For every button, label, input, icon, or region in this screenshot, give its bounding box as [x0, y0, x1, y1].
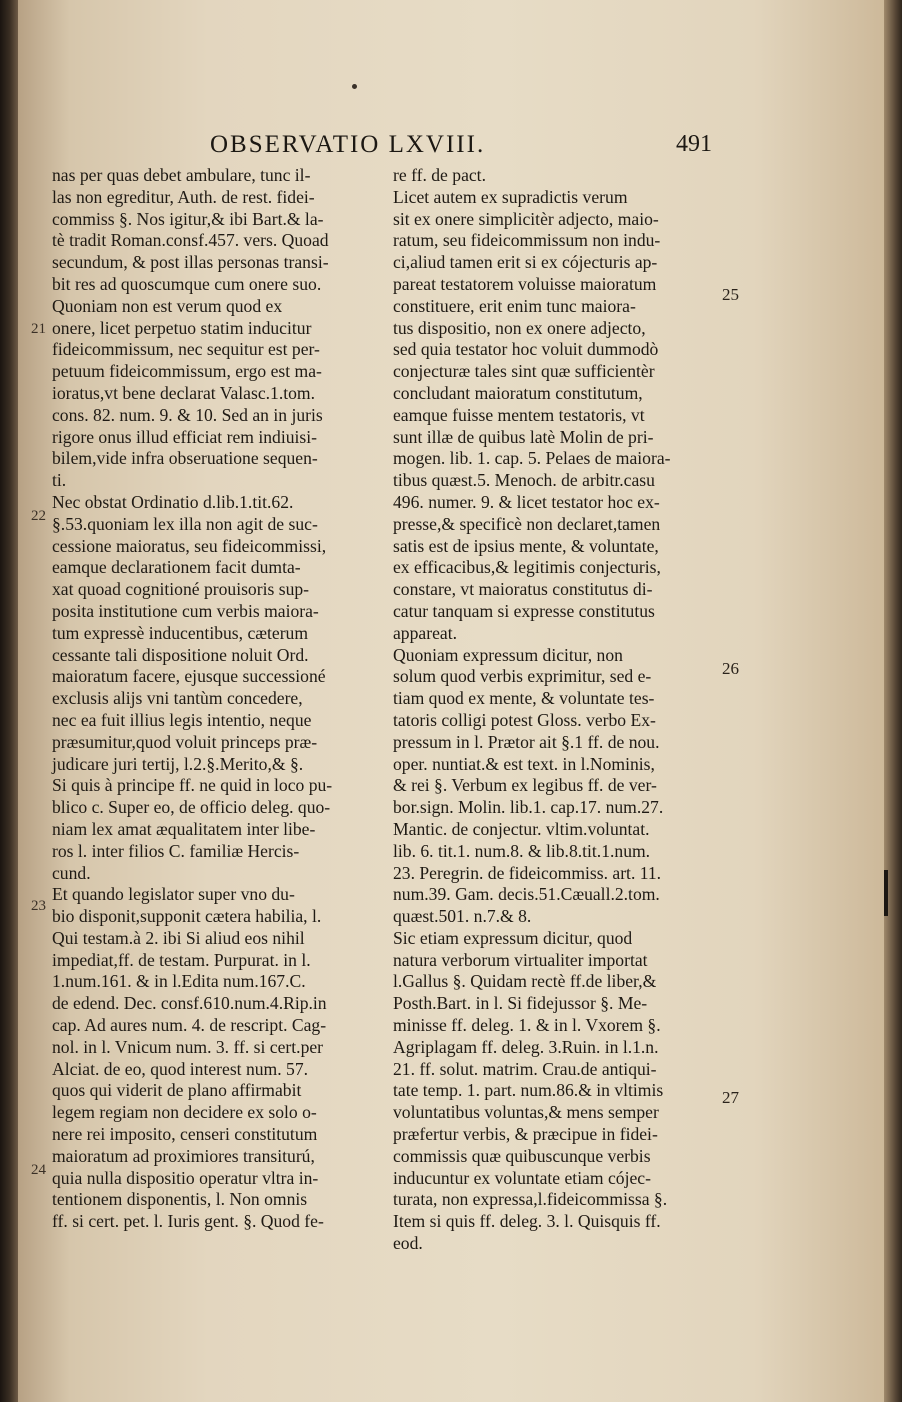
- text-line: Qui testam.à 2. ibi Si aliud eos nihil: [52, 927, 305, 948]
- text-line: commiss §. Nos igitur,& ibi Bart.& la-: [52, 208, 324, 229]
- text-line: ti.: [52, 470, 67, 491]
- text-line: Quoniam non est verum quod ex: [52, 295, 283, 316]
- text-line: Alciat. de eo, quod interest num. 57.: [52, 1058, 309, 1079]
- text-line: bio disponit,supponit cætera habilia, l.: [52, 906, 322, 927]
- text-line: nere rei imposito, censeri constitutum: [52, 1124, 318, 1145]
- text-line: Licet autem ex supradictis verum: [393, 186, 628, 207]
- text-line: bor.sign. Molin. lib.1. cap.17. num.27.: [393, 797, 664, 818]
- text-line: & rei §. Verbum ex legibus ff. de ver-: [393, 775, 657, 796]
- text-line: cund.: [52, 862, 91, 883]
- text-line: tus dispositio, non ex onere adjecto,: [393, 317, 646, 338]
- text-line: onere, licet perpetuo statim inducitur: [52, 317, 312, 338]
- text-line: nol. in l. Vnicum num. 3. ff. si cert.per: [52, 1036, 324, 1057]
- text-line: impediat,ff. de testam. Purpurat. in l.: [52, 949, 311, 970]
- text-line: exclusis alijs vni tantùm concedere,: [52, 688, 303, 709]
- margin-note-24: 24: [31, 1162, 46, 1178]
- text-line: ci,aliud tamen erit si ex cójecturis ap-: [393, 252, 658, 273]
- text-line: xat quoad cognitioné prouisoris sup-: [52, 579, 310, 600]
- text-line: ex efficacibus,& legitimis conjecturis,: [393, 557, 661, 578]
- text-line: tiam quod ex mente, & voluntate tes-: [393, 688, 655, 709]
- text-line: ff. si cert. pet. l. Iuris gent. §. Quod fe-: [52, 1211, 324, 1232]
- text-line: l.Gallus §. Quidam rectè ff.de liber,&: [393, 971, 657, 992]
- text-line: conjecturæ tales sint quæ sufficientèr: [393, 361, 655, 382]
- text-line: cap. Ad aures num. 4. de rescript. Cag-: [52, 1015, 327, 1036]
- page-edge: [884, 0, 902, 1402]
- margin-note-22: 22: [31, 508, 46, 524]
- text-line: appareat.: [393, 622, 457, 643]
- margin-note-23: 23: [31, 898, 46, 914]
- text-line: Nec obstat Ordinatio d.lib.1.tit.62.: [52, 491, 294, 512]
- text-line: blico c. Super eo, de officio deleg. quo-: [52, 797, 331, 818]
- text-line: constare, vt maioratus constitutus di-: [393, 579, 653, 600]
- text-line: præsumitur,quod voluit princeps præ-: [52, 731, 318, 752]
- text-line: quæst.501. n.7.& 8.: [393, 906, 532, 927]
- text-line: minisse ff. deleg. 1. & in l. Vxorem §.: [393, 1015, 661, 1036]
- text-line: secundum, & post illas personas transi-: [52, 252, 329, 273]
- text-line: las non egreditur, Auth. de rest. fidei-: [52, 186, 315, 207]
- text-line: sed quia testator hoc voluit dummodò: [393, 339, 659, 360]
- text-line: rigore onus illud efficiat rem indiuisi-: [52, 426, 317, 447]
- text-line: niam lex amat æqualitatem inter libe-: [52, 818, 316, 839]
- text-line: Agriplagam ff. deleg. 3.Ruin. in l.1.n.: [393, 1036, 659, 1057]
- margin-note-25: 25: [722, 285, 739, 304]
- text-line: tè tradit Roman.consf.457. vers. Quoad: [52, 230, 329, 251]
- text-line: solum quod verbis exprimitur, sed e-: [393, 666, 652, 687]
- text-line: nas per quas debet ambulare, tunc il-: [52, 165, 311, 185]
- text-line: posita institutione cum verbis maiora-: [52, 600, 319, 621]
- text-line: constituere, erit enim tunc maiora-: [393, 295, 636, 316]
- text-line: ratum, seu fideicommissum non indu-: [393, 230, 661, 251]
- text-line: satis est de ipsius mente, & voluntate,: [393, 535, 659, 556]
- text-line: re ff. de pact.: [393, 165, 486, 185]
- text-line: tum expressè inducentibus, cæterum: [52, 622, 309, 643]
- text-line: concludant maioratum constitutum,: [393, 382, 643, 403]
- text-line: petuum fideicommissum, ergo est ma-: [52, 361, 322, 382]
- text-line: judicare juri tertij, l.2.§.Merito,& §.: [52, 753, 304, 774]
- ink-mark: [884, 870, 888, 916]
- margin-note-27: 27: [722, 1088, 739, 1107]
- text-line: turata, non expressa,l.fideicommissa §.: [393, 1189, 668, 1210]
- text-line: eamque declarationem facit dumta-: [52, 557, 301, 578]
- text-line: lib. 6. tit.1. num.8. & lib.8.tit.1.num.: [393, 840, 651, 861]
- text-line: cessione maioratus, seu fideicommissi,: [52, 535, 327, 556]
- text-line: sit ex onere simplicitèr adjecto, maio-: [393, 208, 659, 229]
- left-text-column: [52, 165, 372, 1233]
- text-line: legem regiam non decidere ex solo o-: [52, 1102, 317, 1123]
- text-line: num.39. Gam. decis.51.Cæuall.2.tom.: [393, 884, 660, 905]
- text-line: 21. ff. solut. matrim. Crau.de antiqui-: [393, 1058, 657, 1079]
- ink-dot: [352, 84, 357, 89]
- margin-note-26: 26: [722, 659, 739, 678]
- text-line: ros l. inter filios C. familiæ Hercis-: [52, 840, 300, 861]
- text-line: catur tanquam si expresse constitutus: [393, 600, 655, 621]
- text-line: ioratus,vt bene declarat Valasc.1.tom.: [52, 382, 316, 403]
- text-line: cons. 82. num. 9. & 10. Sed an in juris: [52, 404, 323, 425]
- text-line: Quoniam expressum dicitur, non: [393, 644, 623, 665]
- right-text-column: [393, 165, 717, 1255]
- text-line: nec ea fuit illius legis intentio, neque: [52, 709, 312, 730]
- text-line: Posth.Bart. in l. Si fidejussor §. Me-: [393, 993, 648, 1014]
- text-line: Et quando legislator super vno du-: [52, 884, 295, 905]
- text-line: presse,& specificè non declaret,tamen: [393, 513, 661, 534]
- text-line: commissis quæ quibuscunque verbis: [393, 1145, 651, 1166]
- text-line: maioratum ad proximiores transiturú,: [52, 1145, 315, 1166]
- text-line: Sic etiam expressum dicitur, quod: [393, 927, 633, 948]
- text-line: inducuntur ex voluntate etiam cójec-: [393, 1167, 651, 1188]
- text-line: voluntatibus voluntas,& mens semper: [393, 1102, 659, 1123]
- text-line: bilem,vide infra obseruatione sequen-: [52, 448, 318, 469]
- text-line: §.53.quoniam lex illa non agit de suc-: [52, 513, 318, 534]
- text-line: tibus quæst.5. Menoch. de arbitr.casu: [393, 470, 655, 491]
- text-line: natura verborum virtualiter importat: [393, 949, 648, 970]
- page-number: 491: [676, 131, 712, 157]
- text-line: sunt illæ de quibus latè Molin de pri-: [393, 426, 654, 447]
- running-title: OBSERVATIO LXVIII.: [210, 131, 486, 158]
- text-line: pareat testatorem voluisse maioratum: [393, 273, 657, 294]
- book-gutter-shadow: [0, 0, 18, 1402]
- text-line: quos qui viderit de plano affirmabit: [52, 1080, 302, 1101]
- text-line: pressum in l. Prætor ait §.1 ff. de nou.: [393, 731, 660, 752]
- text-line: 1.num.161. & in l.Edita num.167.C.: [52, 971, 306, 992]
- text-line: Si quis à principe ff. ne quid in loco pu-: [52, 775, 333, 796]
- text-line: præfertur verbis, & præcipue in fidei-: [393, 1124, 658, 1145]
- text-line: fideicommissum, nec sequitur est per-: [52, 339, 320, 360]
- text-line: maioratum facere, ejusque successioné: [52, 666, 326, 687]
- text-line: 23. Peregrin. de fideicommiss. art. 11.: [393, 862, 662, 883]
- text-line: tentionem disponentis, l. Non omnis: [52, 1189, 308, 1210]
- text-line: cessante tali dispositione noluit Ord.: [52, 644, 309, 665]
- text-line: tate temp. 1. part. num.86.& in vltimis: [393, 1080, 664, 1101]
- text-line: 496. numer. 9. & licet testator hoc ex-: [393, 491, 660, 512]
- text-line: Mantic. de conjectur. vltim.voluntat.: [393, 818, 650, 839]
- text-line: eod.: [393, 1233, 423, 1254]
- text-line: mogen. lib. 1. cap. 5. Pelaes de maiora-: [393, 448, 671, 469]
- margin-note-21: 21: [31, 321, 46, 337]
- text-line: de edend. Dec. consf.610.num.4.Rip.in: [52, 993, 327, 1014]
- text-line: Item si quis ff. deleg. 3. l. Quisquis ff.: [393, 1211, 661, 1232]
- text-line: quia nulla dispositio operatur vltra in-: [52, 1167, 319, 1188]
- text-line: bit res ad quoscumque cum onere suo.: [52, 273, 322, 294]
- text-line: eamque fuisse mentem testatoris, vt: [393, 404, 645, 425]
- text-line: tatoris colligi potest Gloss. verbo Ex-: [393, 709, 656, 730]
- text-line: oper. nuntiat.& est text. in l.Nominis,: [393, 753, 655, 774]
